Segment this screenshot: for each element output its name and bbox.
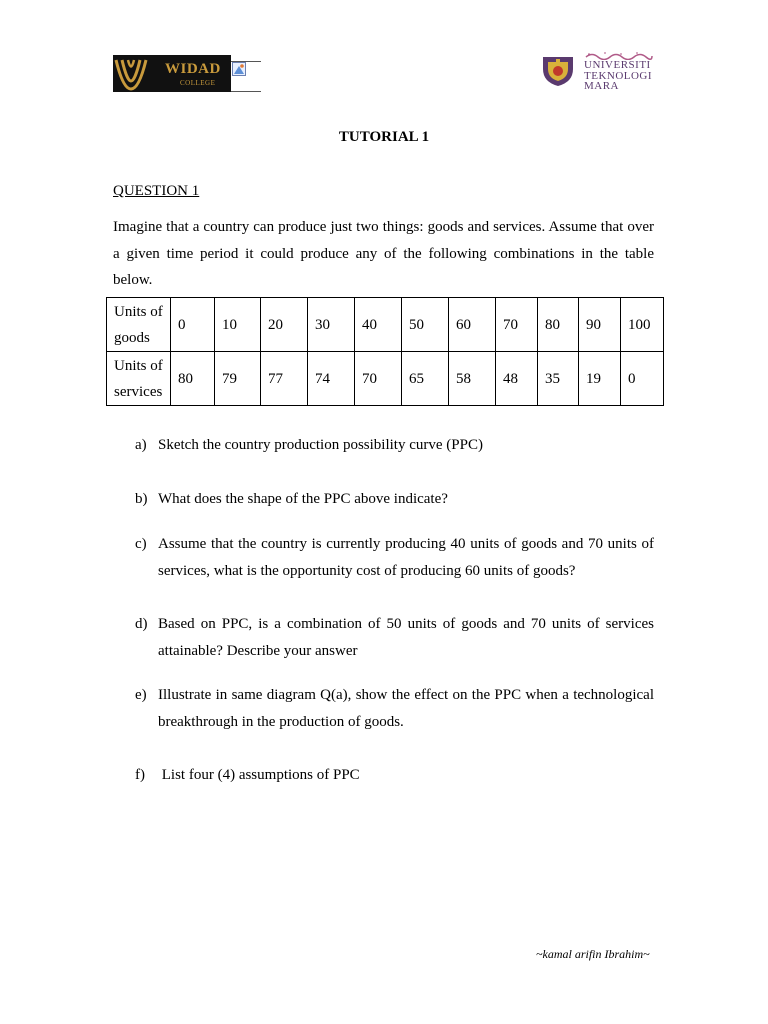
table-cell: 0 xyxy=(621,352,664,406)
table-cell: 60 xyxy=(449,298,496,352)
header-rule xyxy=(231,91,261,92)
table-cell: 74 xyxy=(308,352,355,406)
table-row-label: Units of goods xyxy=(107,298,171,352)
widad-emblem-icon xyxy=(113,55,149,92)
table-row xyxy=(107,352,664,406)
sub-question-text: Based on PPC, is a combination of 50 units of goods and 70 units of services attainable? Describe your answer xyxy=(158,616,658,659)
sub-question-letter: c) xyxy=(135,536,147,552)
table-cell: 50 xyxy=(402,298,449,352)
sub-question-letter: b) xyxy=(135,491,148,507)
table-cell: 40 xyxy=(355,298,402,352)
table-cell: 80 xyxy=(171,352,215,406)
question-intro: Imagine that a country can produce just two things: goods and services. Assume that over a given time period it could produce any of the following combinations in the table below. xyxy=(113,219,654,288)
sub-question-text: Illustrate in same diagram Q(a), show the effect on the PPC when a technological breakthrough in the production of goods. xyxy=(158,687,658,730)
table-row xyxy=(107,298,664,352)
table-cell: 48 xyxy=(496,352,538,406)
widad-logo-name: WIDAD xyxy=(165,61,221,77)
table-cell: 77 xyxy=(261,352,308,406)
table-cell: 58 xyxy=(449,352,496,406)
sub-question-letter: d) xyxy=(135,616,148,632)
table-cell: 80 xyxy=(538,298,579,352)
table-cell: 0 xyxy=(171,298,215,352)
sub-question-text: What does the shape of the PPC above indicate? xyxy=(158,491,448,507)
table-cell: 20 xyxy=(261,298,308,352)
table-cell: 30 xyxy=(308,298,355,352)
question-heading: QUESTION 1 xyxy=(113,183,200,199)
table-cell: 19 xyxy=(579,352,621,406)
sub-question-text: Assume that the country is currently producing 40 units of goods and 70 units of services, what is the opportunity cost of producing 60 units of goods? xyxy=(158,536,658,579)
table-cell: 79 xyxy=(215,352,261,406)
sub-question-letter: a) xyxy=(135,437,147,453)
table-row-label: Units of services xyxy=(107,352,171,406)
uitm-logo-line: MARA xyxy=(584,80,620,92)
table-cell: 100 xyxy=(621,298,664,352)
sub-question-text: Sketch the country production possibility curve (PPC) xyxy=(158,437,483,453)
table-cell: 65 xyxy=(402,352,449,406)
production-combinations-table xyxy=(106,297,664,406)
uitm-logo-text xyxy=(584,60,652,92)
uitm-crest-icon xyxy=(539,53,577,87)
table-cell: 90 xyxy=(579,298,621,352)
uitm-logo-line: UNIVERSITI xyxy=(584,59,651,71)
sub-question-text: List four (4) assumptions of PPC xyxy=(158,767,360,783)
table-cell: 70 xyxy=(496,298,538,352)
sub-question-letter: f) xyxy=(135,767,145,783)
sub-question-letter: e) xyxy=(135,687,147,703)
widad-college-logo xyxy=(113,55,231,92)
author-signature: ~kamal arifin Ibrahim~ xyxy=(536,947,650,961)
small-image-icon xyxy=(232,62,246,76)
widad-logo-subtitle: COLLEGE xyxy=(180,79,216,87)
page-title: TUTORIAL 1 xyxy=(338,129,430,145)
uitm-logo-line: TEKNOLOGI xyxy=(584,69,653,82)
table-cell: 70 xyxy=(355,352,402,406)
table-cell: 35 xyxy=(538,352,579,406)
table-cell: 10 xyxy=(215,298,261,352)
